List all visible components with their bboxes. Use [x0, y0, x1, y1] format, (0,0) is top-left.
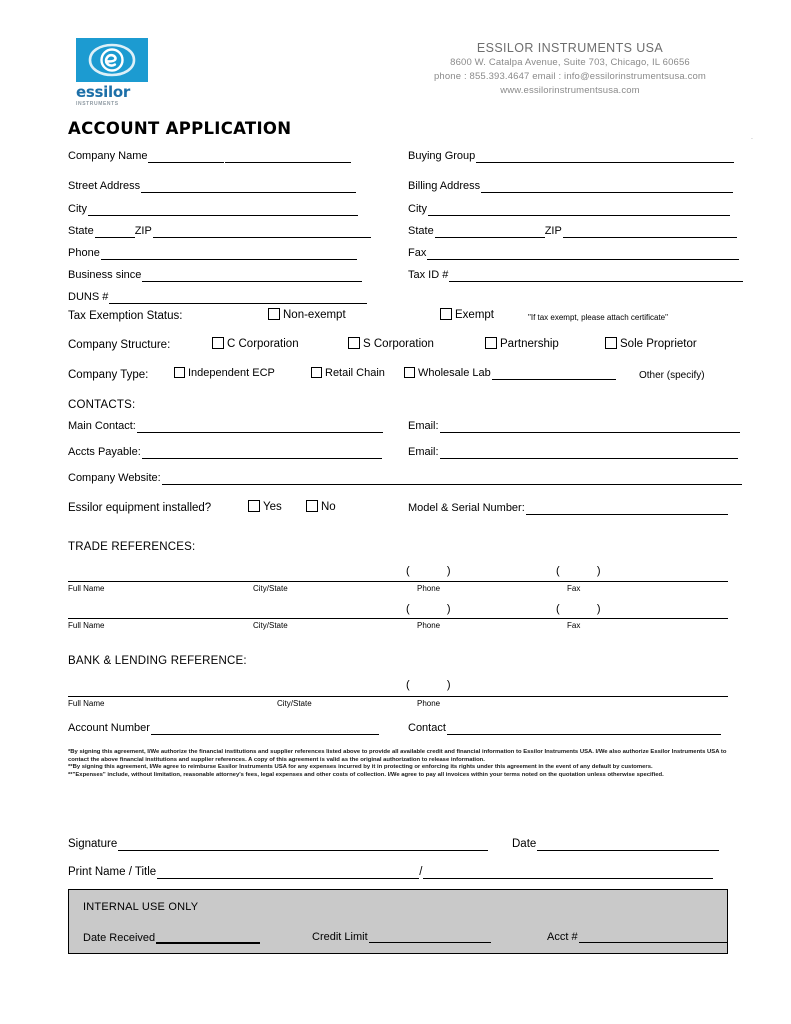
print-name-input[interactable]: [157, 867, 419, 879]
state-left-input[interactable]: [95, 226, 135, 238]
checkbox-s-corporation[interactable]: [348, 337, 434, 351]
field-duns-label: DUNS #: [68, 291, 109, 303]
checkbox-equipment-yes[interactable]: [248, 500, 282, 514]
legal-clause-3: **"Expenses" include, without limitation, reasonable attorney's fees, legal expenses and other costs of collection. I/We agree to pay all invoices within your terms noted on the quotation unless otherwise specified.: [68, 771, 664, 778]
tax-id-input[interactable]: [449, 270, 743, 282]
checkbox-sole-proprietor[interactable]: [605, 337, 697, 351]
trade-ref-1-city-state-caption: City/State: [253, 584, 288, 593]
field-city-right-label: City: [408, 203, 427, 215]
trade-ref-2-phone-caption: Phone: [417, 621, 441, 630]
field-signature-date-label: Date: [512, 838, 537, 850]
company-website-input[interactable]: [162, 473, 742, 485]
company-website-url: www.essilorinstrumentsusa.com: [500, 85, 640, 96]
field-model-serial-label: Model & Serial Number:: [408, 502, 525, 514]
essilor-logo: [76, 38, 162, 108]
field-company-website-label: Company Website:: [68, 472, 161, 484]
field-buying-group-label: Buying Group: [408, 150, 476, 162]
field-account-number-label: Account Number: [68, 722, 150, 734]
page-title: ACCOUNT APPLICATION: [68, 119, 292, 138]
non-exempt-checkbox-icon[interactable]: [268, 308, 280, 320]
city-right-input[interactable]: [428, 204, 730, 216]
company-phone-email: phone : 855.393.4647 email : info@essilorinstrumentsusa.com: [434, 71, 706, 82]
wholesale-lab-checkbox-icon[interactable]: [404, 367, 415, 378]
equipment-no-checkbox-icon[interactable]: [306, 500, 318, 512]
field-credit-limit[interactable]: [312, 931, 491, 943]
city-left-input[interactable]: [88, 204, 358, 216]
checkbox-non-exempt[interactable]: [268, 308, 346, 322]
main-email-input[interactable]: [440, 421, 740, 433]
model-serial-input[interactable]: [526, 503, 728, 515]
equipment-no-label: No: [321, 501, 336, 513]
trade-ref-1-phone-caption: Phone: [417, 584, 441, 593]
company-type-other-input[interactable]: [492, 368, 616, 380]
field-state-right-label: State: [408, 225, 434, 237]
trade-ref-1-phone-parens: ( ): [406, 565, 456, 577]
field-zip-right-label: ZIP: [544, 225, 562, 237]
field-tax-id[interactable]: [408, 269, 743, 282]
trade-ref-2-fax-caption: Fax: [567, 621, 581, 630]
print-title-input[interactable]: [423, 867, 713, 879]
trade-ref-1-fax-caption: Fax: [567, 584, 581, 593]
credit-limit-input[interactable]: [369, 931, 491, 943]
field-date-received-label: Date Received: [83, 932, 156, 944]
field-billing-address-label: Billing Address: [408, 180, 481, 192]
checkbox-partnership[interactable]: [485, 337, 559, 351]
s-corporation-checkbox-icon[interactable]: [348, 337, 360, 349]
bank-ref-phone-caption: Phone: [417, 699, 441, 708]
trade-ref-1-line[interactable]: [68, 581, 728, 582]
field-tax-id-label: Tax ID #: [408, 269, 449, 281]
field-state-zip-right[interactable]: [408, 225, 737, 238]
main-contact-input[interactable]: [137, 421, 383, 433]
s-corporation-label: S Corporation: [363, 338, 434, 350]
exempt-checkbox-icon[interactable]: [440, 308, 452, 320]
bank-contact-input[interactable]: [447, 723, 721, 735]
retail-chain-label: Retail Chain: [325, 367, 385, 379]
field-accts-email[interactable]: [408, 446, 738, 459]
field-city-left[interactable]: [68, 203, 358, 216]
checkbox-retail-chain[interactable]: [311, 367, 385, 380]
exempt-label: Exempt: [455, 309, 494, 321]
tax-exemption-label: Tax Exemption Status:: [68, 310, 183, 322]
field-street-address[interactable]: [68, 180, 356, 193]
field-print-name-title[interactable]: [68, 866, 713, 879]
internal-use-title: INTERNAL USE ONLY: [83, 901, 199, 913]
field-bank-contact-label: Contact: [408, 722, 446, 734]
business-since-input[interactable]: [142, 270, 362, 282]
field-street-address-label: Street Address: [68, 180, 141, 192]
company-type-other-label: Other (specify): [639, 370, 705, 381]
field-fax[interactable]: [408, 247, 739, 260]
checkbox-wholesale-lab[interactable]: [404, 367, 616, 380]
field-business-since[interactable]: [68, 269, 362, 282]
trade-ref-2-city-state-caption: City/State: [253, 621, 288, 630]
field-state-left-label: State: [68, 225, 94, 237]
trade-ref-1-fax-parens: ( ): [556, 565, 606, 577]
c-corporation-checkbox-icon[interactable]: [212, 337, 224, 349]
buying-group-input[interactable]: [476, 151, 734, 163]
trade-ref-2-fax-parens: ( ): [556, 603, 606, 615]
field-city-left-label: City: [68, 203, 87, 215]
field-date-received[interactable]: [83, 931, 260, 944]
company-contact-info: [380, 40, 760, 98]
field-acct-number-label: Acct #: [547, 931, 578, 943]
trade-ref-2-line[interactable]: [68, 618, 728, 619]
company-name-input-a[interactable]: [148, 151, 224, 163]
state-right-input[interactable]: [435, 226, 545, 238]
company-address: 8600 W. Catalpa Avenue, Suite 703, Chicago, IL 60656: [450, 57, 690, 68]
trade-ref-2-phone-parens: ( ): [406, 603, 456, 615]
field-main-contact-label: Main Contact:: [68, 420, 136, 432]
partnership-label: Partnership: [500, 338, 559, 350]
field-company-website[interactable]: [68, 472, 742, 485]
non-exempt-label: Non-exempt: [283, 309, 346, 321]
legal-clause-2: **By signing this agreement, I/We agree to reimburse Essilor Instruments USA for any expenses incurred by it in protecting or enforcing its rights under this agreement in the event of any default by customers.: [68, 764, 653, 771]
equipment-yes-checkbox-icon[interactable]: [248, 500, 260, 512]
field-account-number[interactable]: [68, 722, 379, 735]
field-billing-address[interactable]: [408, 180, 733, 193]
field-buying-group[interactable]: [408, 150, 734, 163]
field-accts-payable[interactable]: [68, 446, 382, 459]
field-duns[interactable]: [68, 291, 367, 304]
field-state-zip-left[interactable]: [68, 225, 371, 238]
field-accts-payable-label: Accts Payable:: [68, 446, 141, 458]
date-received-input[interactable]: [156, 931, 260, 944]
acct-number-input[interactable]: [579, 931, 727, 943]
checkbox-equipment-no[interactable]: [306, 500, 336, 514]
duns-input[interactable]: [109, 292, 367, 304]
field-acct-number[interactable]: [547, 931, 727, 943]
equipment-installed-question: Essilor equipment installed?: [68, 502, 212, 514]
field-phone-label: Phone: [68, 247, 100, 259]
accts-payable-input[interactable]: [142, 447, 382, 459]
field-zip-left-label: ZIP: [134, 225, 152, 237]
company-name-input-b[interactable]: [225, 151, 351, 163]
field-company-name-label: Company Name: [68, 150, 148, 162]
field-accts-email-label: Email:: [408, 446, 439, 458]
field-credit-limit-label: Credit Limit: [312, 931, 368, 943]
field-signature-date[interactable]: [512, 838, 719, 851]
page-corner-mark: .: [751, 134, 753, 141]
checkbox-exempt[interactable]: [440, 308, 494, 322]
trade-ref-2-full-name-caption: Full Name: [68, 621, 105, 630]
print-name-separator: /: [419, 866, 423, 878]
field-signature[interactable]: [68, 838, 488, 851]
trade-ref-1-full-name-caption: Full Name: [68, 584, 105, 593]
field-phone[interactable]: [68, 247, 357, 260]
essilor-eye-logo-icon: [76, 38, 148, 82]
bank-ref-line[interactable]: [68, 696, 728, 697]
bank-ref-phone-parens: ( ): [406, 679, 456, 691]
zip-right-input[interactable]: [563, 226, 737, 238]
equipment-yes-label: Yes: [263, 501, 282, 513]
field-bank-contact[interactable]: [408, 722, 721, 735]
trade-references-heading: TRADE REFERENCES:: [68, 541, 196, 553]
independent-ecp-label: Independent ECP: [188, 367, 275, 379]
company-structure-label: Company Structure:: [68, 339, 171, 351]
billing-address-input[interactable]: [481, 181, 733, 193]
contacts-heading: CONTACTS:: [68, 399, 136, 411]
sole-proprietor-label: Sole Proprietor: [620, 338, 697, 350]
field-main-contact[interactable]: [68, 420, 383, 433]
retail-chain-checkbox-icon[interactable]: [311, 367, 322, 378]
field-signature-label: Signature: [68, 838, 118, 850]
internal-use-box: [68, 889, 728, 954]
logo-subtext: INSTRUMENTS: [76, 101, 119, 107]
independent-ecp-checkbox-icon[interactable]: [174, 367, 185, 378]
street-address-input[interactable]: [141, 181, 356, 193]
signature-date-input[interactable]: [537, 839, 719, 851]
field-business-since-label: Business since: [68, 269, 142, 281]
field-company-name[interactable]: [68, 150, 351, 163]
phone-input[interactable]: [101, 248, 357, 260]
checkbox-independent-ecp[interactable]: [174, 367, 275, 380]
field-print-name-title-label: Print Name / Title: [68, 866, 157, 878]
partnership-checkbox-icon[interactable]: [485, 337, 497, 349]
bank-reference-heading: BANK & LENDING REFERENCE:: [68, 655, 247, 667]
c-corporation-label: C Corporation: [227, 338, 299, 350]
legal-disclaimer: [68, 749, 728, 779]
account-number-input[interactable]: [151, 723, 379, 735]
signature-input[interactable]: [118, 839, 488, 851]
wholesale-lab-label: Wholesale Lab: [418, 367, 491, 379]
sole-proprietor-checkbox-icon[interactable]: [605, 337, 617, 349]
tax-exempt-note: "If tax exempt, please attach certificate": [528, 313, 668, 322]
checkbox-c-corporation[interactable]: [212, 337, 299, 351]
accts-email-input[interactable]: [440, 447, 738, 459]
zip-left-input[interactable]: [153, 226, 371, 238]
company-name-header: ESSILOR INSTRUMENTS USA: [476, 41, 664, 55]
field-fax-label: Fax: [408, 247, 427, 259]
fax-input[interactable]: [427, 248, 739, 260]
field-main-email[interactable]: [408, 420, 740, 433]
field-model-serial[interactable]: [408, 502, 728, 515]
field-city-right[interactable]: [408, 203, 730, 216]
bank-ref-city-state-caption: City/State: [277, 699, 312, 708]
logo-wordmark: essilor: [76, 83, 130, 101]
legal-clause-1: *By signing this agreement, I/We authorize the financial institutions and supplier references listed above to provide all available credit and financial information to Essilor Instruments USA. I/We also authorize Essilor Instruments USA to contact the above financial institutions and supplier references. A copy of this agreement is valid as the original authorization to release information.: [68, 749, 727, 763]
bank-ref-full-name-caption: Full Name: [68, 699, 105, 708]
company-type-label: Company Type:: [68, 369, 149, 381]
field-main-email-label: Email:: [408, 420, 439, 432]
